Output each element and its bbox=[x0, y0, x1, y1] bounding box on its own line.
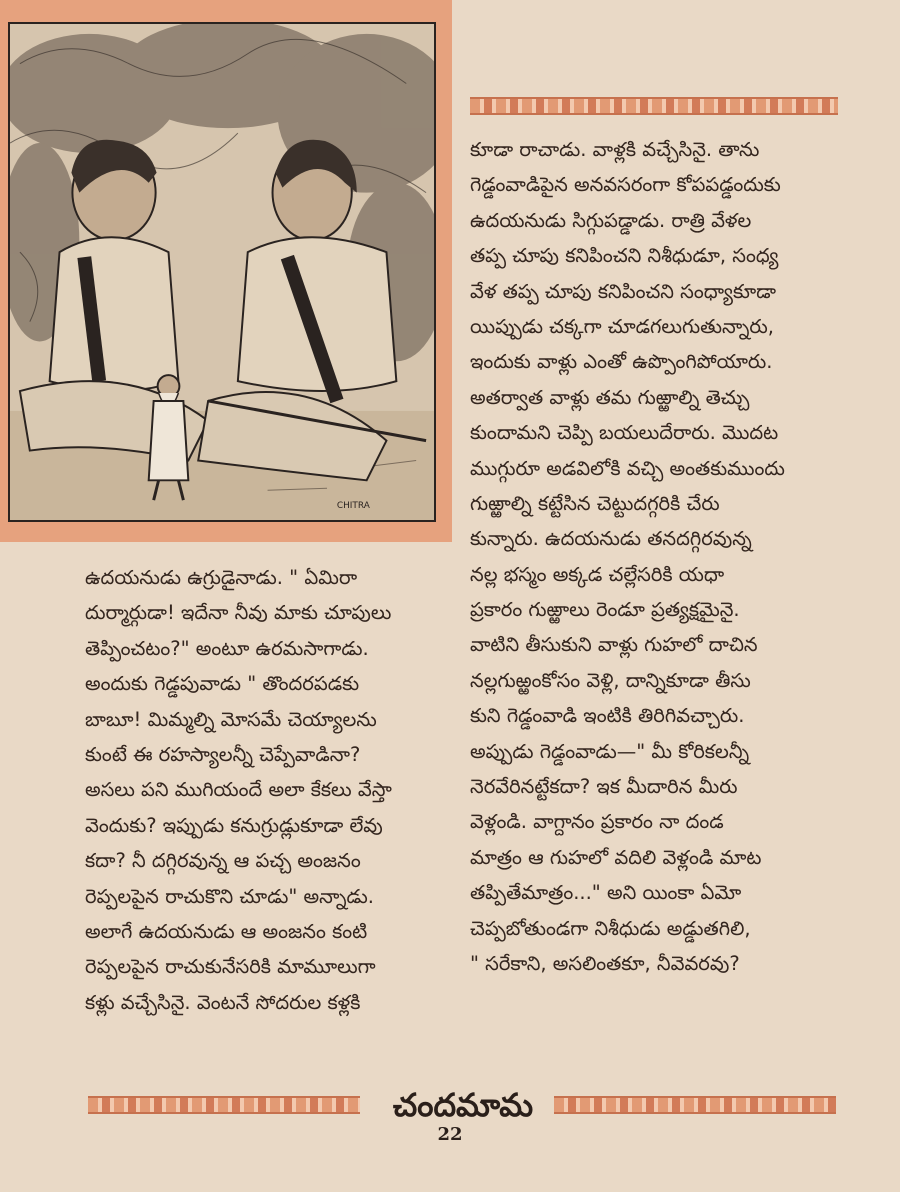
decorative-border-bottom-right bbox=[554, 1096, 836, 1114]
text-line: తెప్పించటం?" అంటూ ఉరమసాగాడు. bbox=[85, 636, 369, 660]
text-line: మాత్రం ఆ గుహలో వదిలి వెళ్లండి మాట bbox=[470, 845, 762, 869]
text-line: వెళ్లండి. వాగ్దానం ప్రకారం నా దండ bbox=[470, 810, 724, 834]
text-line: నెరవేరినట్టేకదా? ఇక మీదారిన మీరు bbox=[470, 775, 738, 799]
text-line: యిప్పుడు చక్కగా చూడగలుగుతున్నారు, bbox=[470, 314, 774, 338]
text-line: అతర్వాత వాళ్లు తమ గుఱ్ఱాల్ని తెచ్చు bbox=[470, 385, 750, 409]
decorative-border-bottom-left bbox=[88, 1096, 360, 1114]
text-line: అసలు పని ముగియందే అలా కేకలు వేస్తా bbox=[85, 778, 392, 802]
text-line: అప్పుడు గెడ్డంవాడు—" మీ కోరికలన్నీ bbox=[470, 739, 750, 763]
illustration-frame bbox=[0, 0, 452, 542]
text-line: రెప్పలపైన రాచుకునేసరికి మామూలుగా bbox=[85, 955, 376, 979]
text-line: కదా? నీ దగ్గిరవున్న ఆ పచ్చ అంజనం bbox=[85, 849, 361, 873]
text-line: కున్నారు. ఉదయనుడు తనదగ్గిరవున్న bbox=[470, 527, 752, 551]
text-line: దుర్మార్గుడా! ఇదేనా నీవు మాకు చూపులు bbox=[85, 601, 392, 625]
text-line: " సరేకాని, అసలింతకూ, నీవెవరవు? bbox=[470, 951, 740, 975]
text-line: ఉదయనుడు సిగ్గుపడ్డాడు. రాత్రి వేళల bbox=[470, 208, 752, 232]
text-line: కుందామని చెప్పి బయలుదేరారు. మొదట bbox=[470, 421, 779, 445]
text-line: కూడా రాచాడు. వాళ్లకి వచ్చేసినై. తాను bbox=[470, 138, 760, 161]
text-line: రెప్పలపైన రాచుకొని చూడు" అన్నాడు. bbox=[85, 884, 374, 908]
text-line: బాబూ! మిమ్మల్ని మోసమే చెయ్యాలను bbox=[85, 707, 377, 731]
text-line: ముగ్గురూ అడవిలోకి వచ్చి అంతకుముందు bbox=[470, 456, 785, 480]
artist-signature: CHITRA bbox=[336, 501, 370, 512]
text-line: నల్లగుఱ్ఱంకోసం వెళ్లి, దాన్నికూడా తీసు bbox=[470, 668, 751, 692]
text-line: వెందుకు? ఇప్పుడు కనుగ్రుడ్లుకూడా లేవు bbox=[85, 813, 383, 837]
text-line: ఇందుకు వాళ్లు ఎంతో ఉప్పొంగిపోయారు. bbox=[470, 350, 773, 374]
text-line: చెప్పబోతుండగా నిశీధుడు అడ్డుతగిలి, bbox=[470, 916, 751, 940]
text-line: ఉదయనుడు ఉగ్రుడైనాడు. " ఏమిరా bbox=[85, 566, 358, 589]
text-line: కుంటే ఈ రహస్యాలన్నీ చెప్పేవాడినా? bbox=[85, 742, 361, 766]
page-number: 22 bbox=[437, 1124, 463, 1145]
text-line: వేళ తప్ప చూపు కనిపించని సంధ్యాకూడా bbox=[470, 279, 777, 303]
text-line: అలాగే ఉదయనుడు ఆ అంజనం కంటి bbox=[85, 919, 368, 943]
text-line: వాటిని తీసుకుని వాళ్లు గుహలో దాచిన bbox=[470, 633, 758, 657]
decorative-border-top bbox=[470, 97, 838, 115]
story-column-right bbox=[470, 132, 840, 981]
story-column-left bbox=[85, 560, 460, 1020]
magazine-title: చందమామ bbox=[392, 1086, 534, 1124]
story-illustration bbox=[8, 22, 436, 522]
text-line: గెడ్డంవాడిపైన అనవసరంగా కోపపడ్డందుకు bbox=[470, 173, 781, 197]
text-line: అందుకు గెడ్డపువాడు " తొందరపడకు bbox=[85, 672, 360, 696]
text-line: నల్ల భస్మం అక్కడ చల్లేసరికి యధా bbox=[470, 562, 725, 586]
text-line: ప్రకారం గుఱ్ఱాలు రెండూ ప్రత్యక్షమైనై. bbox=[470, 598, 740, 622]
illustration-drawing bbox=[10, 24, 434, 520]
text-line: కళ్లు వచ్చేసినై. వెంటనే సోదరుల కళ్లకి bbox=[85, 990, 361, 1014]
text-line: కుని గెడ్డంవాడి ఇంటికి తిరిగివచ్చారు. bbox=[470, 704, 745, 728]
text-line: తప్పితేమాత్రం..." అని యింకా ఏమో bbox=[470, 881, 742, 905]
text-line: గుఱ్ఱాల్ని కట్టేసిన చెట్టుదగ్గరికి చేరు bbox=[470, 491, 720, 515]
text-line: తప్ప చూపు కనిపించని నిశీధుడూ, సంధ్య bbox=[470, 244, 779, 268]
